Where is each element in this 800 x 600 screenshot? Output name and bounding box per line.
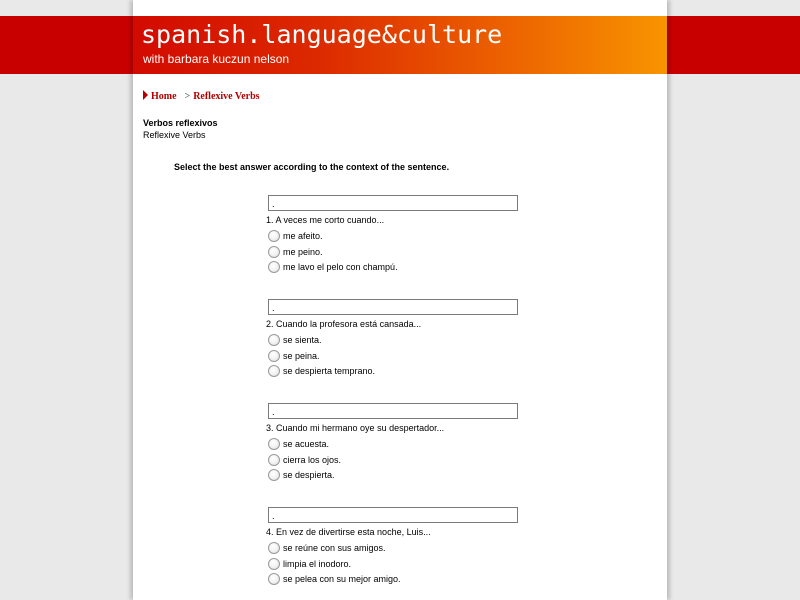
radio-button-icon[interactable] xyxy=(268,261,280,273)
radio-button-icon[interactable] xyxy=(268,469,280,481)
instructions-text: Select the best answer according to the context of the sentence. xyxy=(174,162,450,172)
radio-button-icon[interactable] xyxy=(268,334,280,346)
option-label: se despierta. xyxy=(283,470,335,480)
radio-button-icon[interactable] xyxy=(268,230,280,242)
radio-button-icon[interactable] xyxy=(268,454,280,466)
radio-button-icon[interactable] xyxy=(268,365,280,377)
answer-field[interactable]: . xyxy=(268,299,518,315)
radio-button-icon[interactable] xyxy=(268,558,280,570)
answer-field[interactable]: . xyxy=(268,507,518,523)
question-text: 4. En vez de divertirse esta noche, Luis... xyxy=(266,527,431,537)
question-text: 3. Cuando mi hermano oye su despertador... xyxy=(266,423,445,433)
question-text: 1. A veces me corto cuando... xyxy=(266,215,385,225)
breadcrumb-current-link[interactable]: Reflexive Verbs xyxy=(193,91,260,102)
option-label: me afeito. xyxy=(283,231,323,241)
option-label: cierra los ojos. xyxy=(283,455,342,465)
answer-field[interactable]: . xyxy=(268,403,518,419)
option-label: se peina. xyxy=(283,351,320,361)
option-label: me peino. xyxy=(283,247,323,257)
radio-button-icon[interactable] xyxy=(268,573,280,585)
answer-field[interactable]: . xyxy=(268,195,518,211)
site-subtitle: with barbara kuczun nelson xyxy=(143,52,290,66)
option-label: se despierta temprano. xyxy=(283,366,376,376)
breadcrumb xyxy=(143,90,260,102)
radio-button-icon[interactable] xyxy=(268,438,280,450)
page-heading: Verbos reflexivos xyxy=(143,118,218,128)
radio-button-icon[interactable] xyxy=(268,542,280,554)
radio-button-icon[interactable] xyxy=(268,350,280,362)
breadcrumb-separator: > xyxy=(184,91,191,102)
option-label: se reúne con sus amigos. xyxy=(283,543,386,553)
option-label: se pelea con su mejor amigo. xyxy=(283,574,401,584)
radio-button-icon[interactable] xyxy=(268,246,280,258)
option-label: se acuesta. xyxy=(283,439,330,449)
breadcrumb-arrow-icon xyxy=(143,90,148,100)
option-label: se sienta. xyxy=(283,335,322,345)
site-title: spanish.language&culture xyxy=(141,20,503,49)
option-label: me lavo el pelo con champú. xyxy=(283,262,398,272)
question-text: 2. Cuando la profesora está cansada... xyxy=(266,319,422,329)
breadcrumb-home-link[interactable]: Home xyxy=(151,91,177,102)
option-label: limpia el inodoro. xyxy=(283,559,352,569)
page-container xyxy=(133,0,667,600)
site-header xyxy=(133,16,667,74)
page-subheading: Reflexive Verbs xyxy=(143,130,206,140)
